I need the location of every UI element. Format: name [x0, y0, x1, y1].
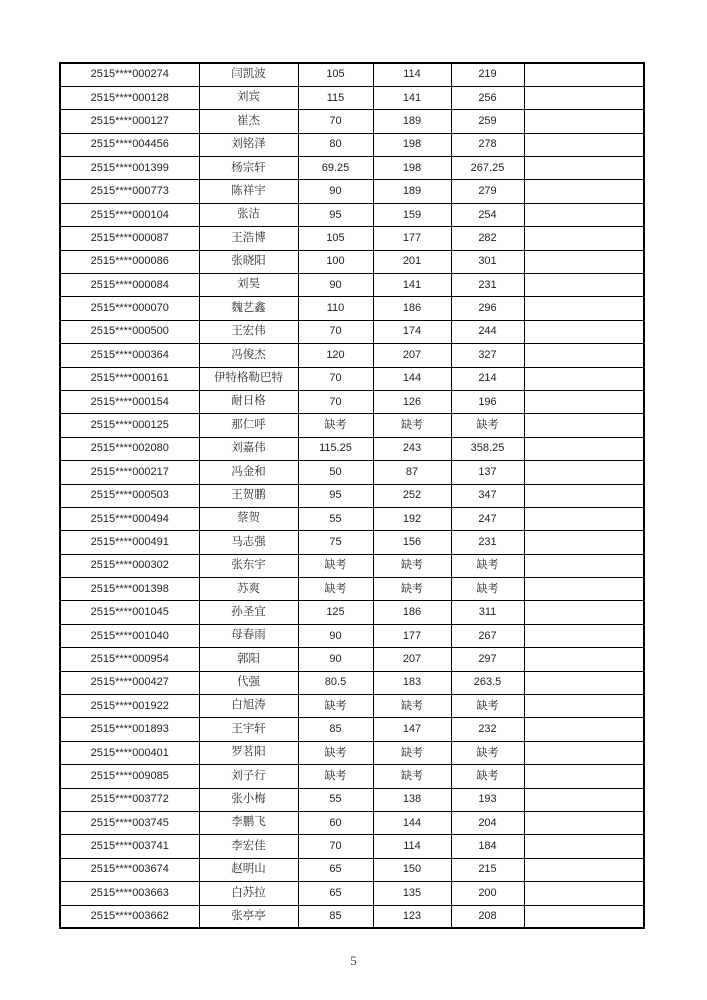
cell-score2: 243 [373, 437, 451, 460]
cell-score1: 65 [298, 858, 373, 881]
cell-score2: 144 [373, 367, 451, 390]
cell-score1: 69.25 [298, 157, 373, 180]
table-row [60, 648, 644, 671]
page-number: 5 [350, 953, 357, 968]
cell-score2: 135 [373, 882, 451, 905]
cell-name: 罗茗阳 [199, 741, 298, 764]
table-row [60, 390, 644, 413]
cell-id: 2515****000427 [60, 671, 199, 694]
score-table [59, 62, 645, 929]
table-row [60, 157, 644, 180]
cell-score2: 缺考 [373, 554, 451, 577]
cell-score2: 150 [373, 858, 451, 881]
cell-score2: 144 [373, 812, 451, 835]
cell-name: 陈祥宇 [199, 180, 298, 203]
cell-name: 王宏伟 [199, 320, 298, 343]
cell-name: 代强 [199, 671, 298, 694]
cell-total: 311 [451, 601, 524, 624]
cell-score1: 85 [298, 905, 373, 928]
cell-total: 231 [451, 531, 524, 554]
cell-total: 296 [451, 297, 524, 320]
cell-name: 张晓阳 [199, 250, 298, 273]
cell-name: 那仁呼 [199, 414, 298, 437]
table-row [60, 812, 644, 835]
cell-total: 282 [451, 227, 524, 250]
cell-remark [524, 765, 644, 788]
cell-id: 2515****001893 [60, 718, 199, 741]
cell-remark [524, 437, 644, 460]
cell-name: 冯俊杰 [199, 344, 298, 367]
cell-id: 2515****000491 [60, 531, 199, 554]
table-row [60, 274, 644, 297]
cell-score1: 90 [298, 624, 373, 647]
cell-score1: 80 [298, 133, 373, 156]
table-row [60, 507, 644, 530]
cell-score1: 70 [298, 367, 373, 390]
cell-score1: 105 [298, 63, 373, 86]
table-row [60, 250, 644, 273]
cell-total: 247 [451, 507, 524, 530]
table-row [60, 437, 644, 460]
table-row [60, 671, 644, 694]
cell-name: 伊特格勒巴特 [199, 367, 298, 390]
cell-remark [524, 461, 644, 484]
cell-total: 254 [451, 203, 524, 226]
cell-score1: 85 [298, 718, 373, 741]
table-row [60, 297, 644, 320]
table-row [60, 601, 644, 624]
cell-score2: 207 [373, 648, 451, 671]
cell-id: 2515****000070 [60, 297, 199, 320]
cell-remark [524, 227, 644, 250]
cell-score1: 55 [298, 507, 373, 530]
cell-name: 张洁 [199, 203, 298, 226]
table-row [60, 578, 644, 601]
cell-score2: 114 [373, 835, 451, 858]
cell-total: 267.25 [451, 157, 524, 180]
cell-total: 137 [451, 461, 524, 484]
cell-score1: 缺考 [298, 578, 373, 601]
cell-id: 2515****000274 [60, 63, 199, 86]
cell-id: 2515****001045 [60, 601, 199, 624]
cell-id: 2515****001399 [60, 157, 199, 180]
cell-name: 崔杰 [199, 110, 298, 133]
cell-name: 王宇轩 [199, 718, 298, 741]
table-row [60, 461, 644, 484]
cell-score2: 207 [373, 344, 451, 367]
cell-remark [524, 133, 644, 156]
cell-total: 184 [451, 835, 524, 858]
table-row [60, 203, 644, 226]
cell-total: 232 [451, 718, 524, 741]
cell-remark [524, 110, 644, 133]
cell-total: 204 [451, 812, 524, 835]
cell-remark [524, 414, 644, 437]
cell-name: 刘嘉伟 [199, 437, 298, 460]
cell-id: 2515****009085 [60, 765, 199, 788]
table-row [60, 63, 644, 86]
cell-total: 278 [451, 133, 524, 156]
cell-id: 2515****000217 [60, 461, 199, 484]
cell-score1: 65 [298, 882, 373, 905]
cell-remark [524, 203, 644, 226]
cell-score1: 55 [298, 788, 373, 811]
cell-total: 缺考 [451, 554, 524, 577]
cell-score1: 105 [298, 227, 373, 250]
cell-name: 李鹏飞 [199, 812, 298, 835]
table-row [60, 765, 644, 788]
cell-id: 2515****000128 [60, 86, 199, 109]
cell-id: 2515****002080 [60, 437, 199, 460]
table-row [60, 882, 644, 905]
table-row [60, 741, 644, 764]
cell-id: 2515****000161 [60, 367, 199, 390]
table-row [60, 718, 644, 741]
cell-id: 2515****000500 [60, 320, 199, 343]
table-row [60, 835, 644, 858]
cell-name: 郭阳 [199, 648, 298, 671]
cell-name: 杨宗轩 [199, 157, 298, 180]
cell-id: 2515****003663 [60, 882, 199, 905]
cell-id: 2515****000127 [60, 110, 199, 133]
cell-name: 马志强 [199, 531, 298, 554]
cell-id: 2515****000154 [60, 390, 199, 413]
cell-score1: 60 [298, 812, 373, 835]
cell-remark [524, 812, 644, 835]
cell-remark [524, 835, 644, 858]
table-row [60, 180, 644, 203]
cell-name: 冯金和 [199, 461, 298, 484]
table-row [60, 133, 644, 156]
cell-total: 347 [451, 484, 524, 507]
cell-total: 缺考 [451, 695, 524, 718]
cell-total: 279 [451, 180, 524, 203]
cell-score1: 缺考 [298, 741, 373, 764]
cell-remark [524, 63, 644, 86]
cell-total: 196 [451, 390, 524, 413]
cell-score2: 174 [373, 320, 451, 343]
cell-total: 263.5 [451, 671, 524, 694]
table-row [60, 858, 644, 881]
cell-name: 王贺鹏 [199, 484, 298, 507]
cell-score2: 252 [373, 484, 451, 507]
cell-score2: 缺考 [373, 414, 451, 437]
cell-score1: 70 [298, 110, 373, 133]
cell-name: 闫凯波 [199, 63, 298, 86]
cell-remark [524, 554, 644, 577]
cell-score2: 138 [373, 788, 451, 811]
table-row [60, 554, 644, 577]
cell-score2: 缺考 [373, 578, 451, 601]
cell-remark [524, 531, 644, 554]
cell-id: 2515****000954 [60, 648, 199, 671]
table-row [60, 110, 644, 133]
cell-score1: 75 [298, 531, 373, 554]
cell-id: 2515****000503 [60, 484, 199, 507]
cell-name: 苏爽 [199, 578, 298, 601]
cell-remark [524, 250, 644, 273]
cell-remark [524, 578, 644, 601]
cell-score2: 147 [373, 718, 451, 741]
cell-name: 李宏佳 [199, 835, 298, 858]
cell-score2: 123 [373, 905, 451, 928]
cell-name: 张亭亭 [199, 905, 298, 928]
cell-id: 2515****003745 [60, 812, 199, 835]
table-row [60, 86, 644, 109]
cell-score1: 110 [298, 297, 373, 320]
cell-name: 魏艺鑫 [199, 297, 298, 320]
cell-remark [524, 601, 644, 624]
cell-score1: 95 [298, 203, 373, 226]
cell-total: 缺考 [451, 741, 524, 764]
cell-score2: 189 [373, 110, 451, 133]
cell-score2: 159 [373, 203, 451, 226]
cell-total: 297 [451, 648, 524, 671]
cell-score1: 115.25 [298, 437, 373, 460]
cell-name: 刘子行 [199, 765, 298, 788]
cell-score2: 87 [373, 461, 451, 484]
cell-id: 2515****000087 [60, 227, 199, 250]
cell-score2: 141 [373, 274, 451, 297]
cell-score2: 缺考 [373, 695, 451, 718]
table-row [60, 905, 644, 928]
cell-score2: 缺考 [373, 741, 451, 764]
cell-total: 219 [451, 63, 524, 86]
cell-name: 白苏拉 [199, 882, 298, 905]
cell-score1: 90 [298, 648, 373, 671]
cell-score1: 90 [298, 274, 373, 297]
cell-total: 244 [451, 320, 524, 343]
table-row [60, 788, 644, 811]
cell-name: 张东宇 [199, 554, 298, 577]
cell-id: 2515****001040 [60, 624, 199, 647]
cell-score2: 缺考 [373, 765, 451, 788]
table-row [60, 484, 644, 507]
cell-score1: 115 [298, 86, 373, 109]
table-row [60, 344, 644, 367]
cell-remark [524, 695, 644, 718]
cell-remark [524, 297, 644, 320]
cell-remark [524, 157, 644, 180]
cell-name: 刘昊 [199, 274, 298, 297]
cell-score2: 186 [373, 297, 451, 320]
cell-score1: 70 [298, 320, 373, 343]
cell-score2: 186 [373, 601, 451, 624]
cell-name: 王浩博 [199, 227, 298, 250]
cell-score1: 缺考 [298, 414, 373, 437]
cell-id: 2515****003662 [60, 905, 199, 928]
cell-score2: 201 [373, 250, 451, 273]
cell-total: 200 [451, 882, 524, 905]
cell-remark [524, 905, 644, 928]
cell-total: 214 [451, 367, 524, 390]
cell-score1: 70 [298, 390, 373, 413]
cell-name: 刘宾 [199, 86, 298, 109]
cell-total: 215 [451, 858, 524, 881]
cell-score2: 126 [373, 390, 451, 413]
cell-remark [524, 624, 644, 647]
table-row [60, 531, 644, 554]
cell-remark [524, 320, 644, 343]
cell-total: 缺考 [451, 414, 524, 437]
cell-score1: 125 [298, 601, 373, 624]
cell-total: 327 [451, 344, 524, 367]
cell-total: 256 [451, 86, 524, 109]
cell-remark [524, 788, 644, 811]
cell-id: 2515****000084 [60, 274, 199, 297]
cell-remark [524, 648, 644, 671]
cell-id: 2515****000125 [60, 414, 199, 437]
table-row [60, 695, 644, 718]
cell-total: 231 [451, 274, 524, 297]
table-row [60, 624, 644, 647]
cell-score1: 50 [298, 461, 373, 484]
cell-name: 蔡贺 [199, 507, 298, 530]
table-row [60, 367, 644, 390]
cell-remark [524, 718, 644, 741]
cell-total: 缺考 [451, 765, 524, 788]
cell-score1: 120 [298, 344, 373, 367]
score-table-body [60, 63, 644, 928]
cell-id: 2515****003674 [60, 858, 199, 881]
cell-score2: 198 [373, 133, 451, 156]
cell-name: 白旭涛 [199, 695, 298, 718]
cell-id: 2515****000364 [60, 344, 199, 367]
cell-score1: 95 [298, 484, 373, 507]
cell-score2: 198 [373, 157, 451, 180]
cell-remark [524, 274, 644, 297]
cell-total: 267 [451, 624, 524, 647]
cell-id: 2515****001398 [60, 578, 199, 601]
cell-score1: 缺考 [298, 695, 373, 718]
cell-score2: 189 [373, 180, 451, 203]
cell-remark [524, 882, 644, 905]
cell-remark [524, 86, 644, 109]
cell-total: 208 [451, 905, 524, 928]
cell-remark [524, 344, 644, 367]
cell-name: 孙圣宜 [199, 601, 298, 624]
cell-total: 301 [451, 250, 524, 273]
cell-total: 193 [451, 788, 524, 811]
cell-id: 2515****000401 [60, 741, 199, 764]
cell-total: 358.25 [451, 437, 524, 460]
cell-id: 2515****003741 [60, 835, 199, 858]
cell-remark [524, 180, 644, 203]
cell-score1: 缺考 [298, 554, 373, 577]
cell-remark [524, 390, 644, 413]
cell-score2: 177 [373, 624, 451, 647]
cell-id: 2515****004456 [60, 133, 199, 156]
cell-id: 2515****000302 [60, 554, 199, 577]
cell-score1: 缺考 [298, 765, 373, 788]
cell-id: 2515****000104 [60, 203, 199, 226]
cell-score1: 70 [298, 835, 373, 858]
cell-name: 耐日格 [199, 390, 298, 413]
cell-score2: 192 [373, 507, 451, 530]
cell-score2: 141 [373, 86, 451, 109]
table-row [60, 320, 644, 343]
cell-remark [524, 367, 644, 390]
cell-score1: 90 [298, 180, 373, 203]
cell-score2: 156 [373, 531, 451, 554]
cell-id: 2515****000494 [60, 507, 199, 530]
cell-score2: 114 [373, 63, 451, 86]
cell-name: 赵明山 [199, 858, 298, 881]
cell-name: 张小梅 [199, 788, 298, 811]
cell-id: 2515****001922 [60, 695, 199, 718]
cell-score2: 177 [373, 227, 451, 250]
cell-id: 2515****003772 [60, 788, 199, 811]
cell-remark [524, 741, 644, 764]
table-row [60, 414, 644, 437]
cell-total: 259 [451, 110, 524, 133]
cell-id: 2515****000086 [60, 250, 199, 273]
cell-total: 缺考 [451, 578, 524, 601]
cell-remark [524, 671, 644, 694]
cell-remark [524, 507, 644, 530]
table-row [60, 227, 644, 250]
cell-id: 2515****000773 [60, 180, 199, 203]
cell-remark [524, 484, 644, 507]
cell-score2: 183 [373, 671, 451, 694]
cell-score1: 80.5 [298, 671, 373, 694]
cell-name: 刘铭泽 [199, 133, 298, 156]
cell-remark [524, 858, 644, 881]
cell-name: 母春雨 [199, 624, 298, 647]
cell-score1: 100 [298, 250, 373, 273]
